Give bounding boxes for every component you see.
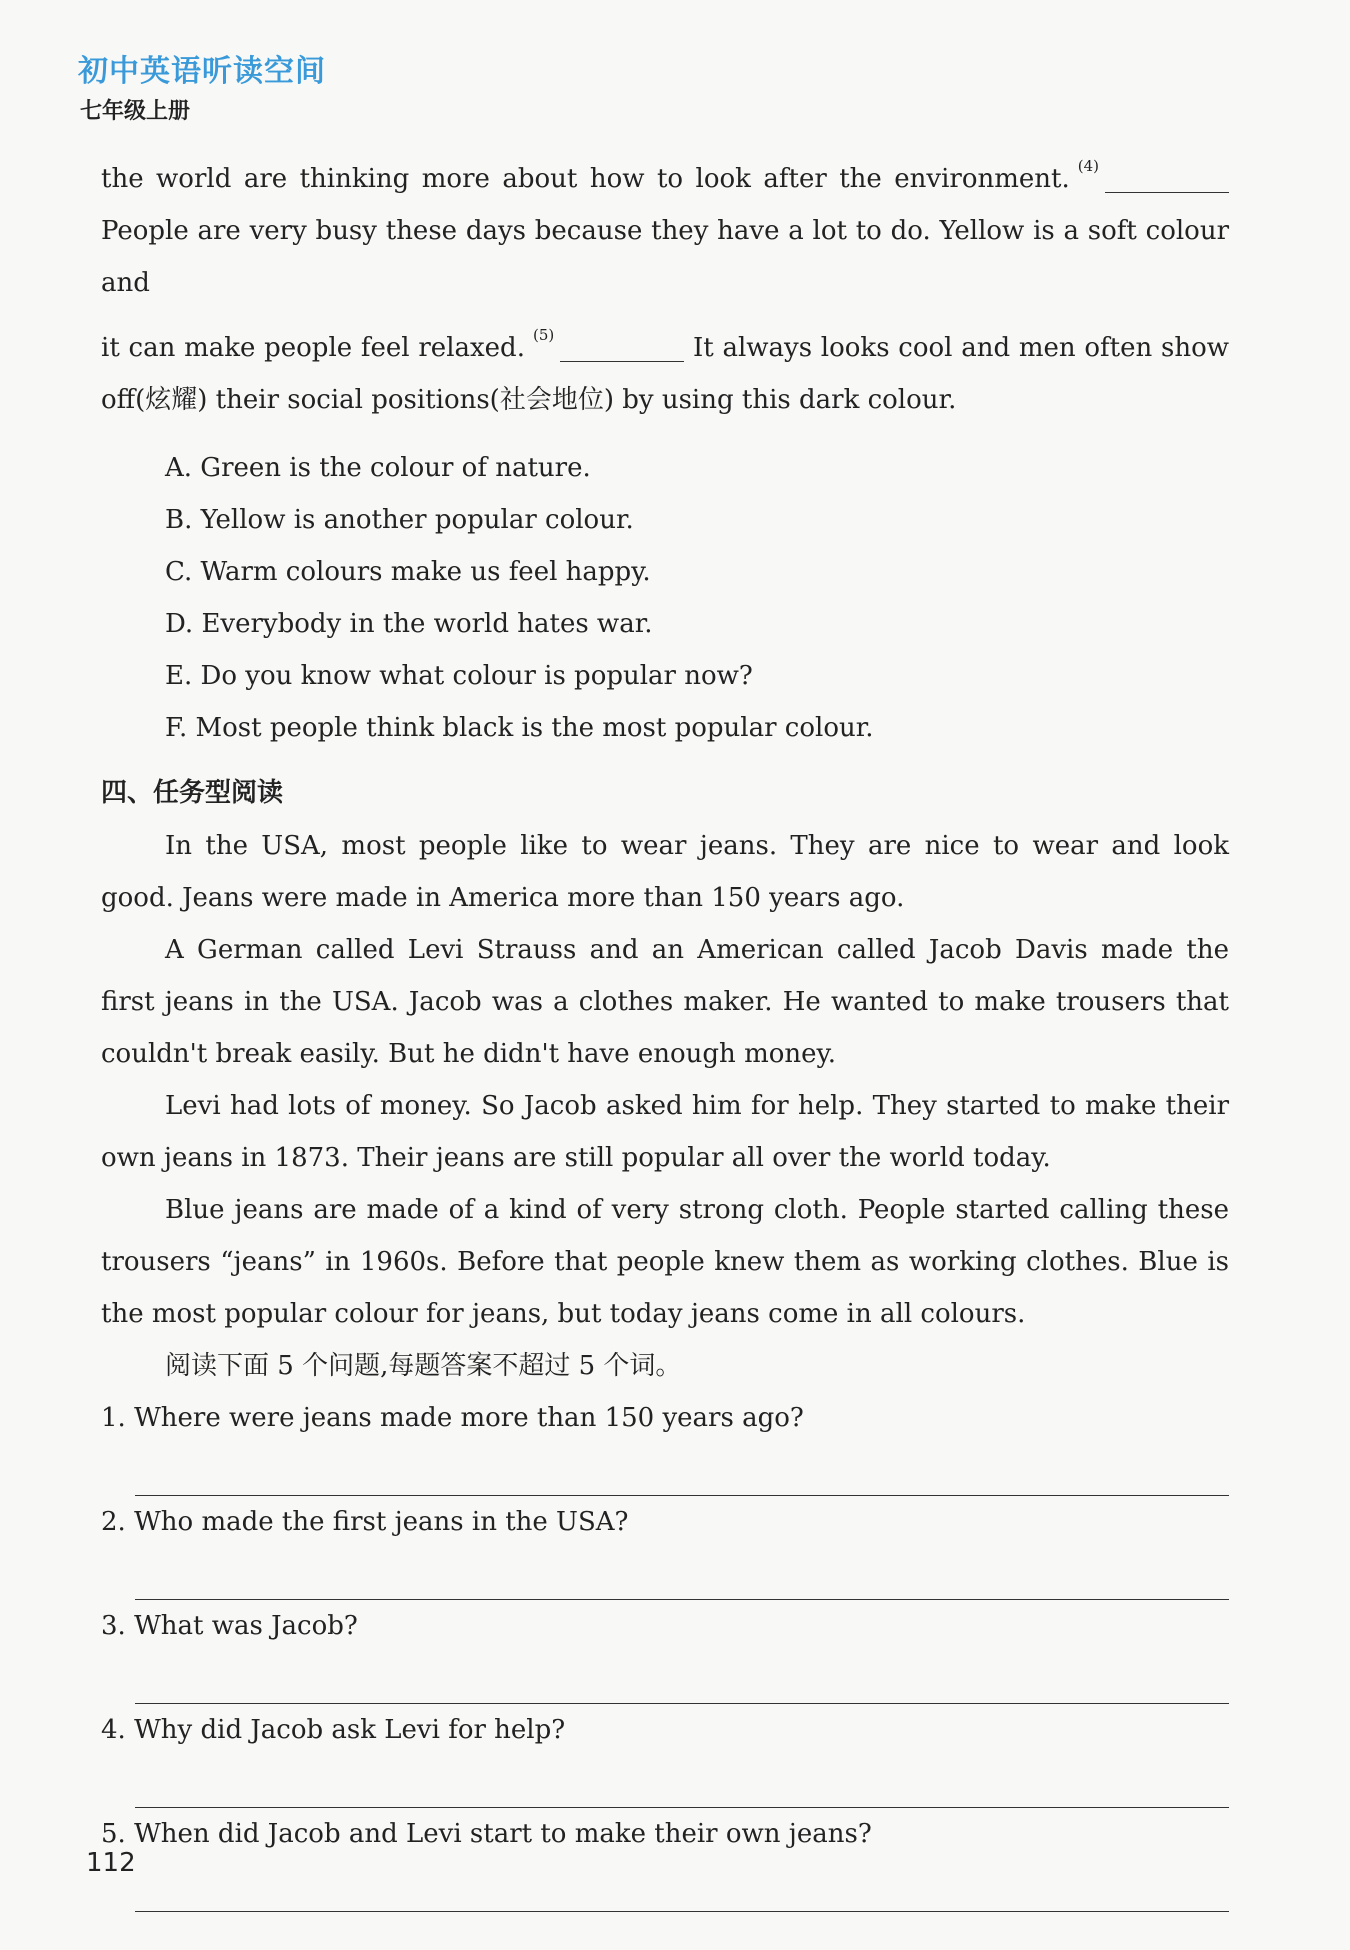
question-block-4 xyxy=(101,1704,1229,1808)
reading-paragraph-1: In the USA, most people like to wear jeans. They are nice to wear and look good. Jeans were made in America more than 150 years ago. xyxy=(101,831,1229,913)
passage-line-2: People are very busy these days because they have a lot to do. Yellow is a soft colour and xyxy=(101,216,1229,298)
passage-line-3-post: It always looks cool and men often show xyxy=(692,333,1230,363)
option-e: E. Do you know what colour is popular now? xyxy=(165,661,753,691)
answer-line-3[interactable] xyxy=(135,1664,1229,1704)
question-1: 1. Where were jeans made more than 150 years ago? xyxy=(101,1403,804,1433)
blank-4[interactable] xyxy=(1105,162,1229,193)
passage-line-1-text: the world are thinking more about how to look after the environment. xyxy=(101,164,1070,194)
passage-line-3-pre: it can make people feel relaxed. xyxy=(101,333,525,363)
option-f: F. Most people think black is the most popular colour. xyxy=(165,713,874,743)
option-a: A. Green is the colour of nature. xyxy=(165,453,591,483)
book-title: 初中英语听读空间 xyxy=(78,54,326,89)
answer-line-2[interactable] xyxy=(135,1560,1229,1600)
passage-line-1 xyxy=(101,140,1229,205)
reading-paragraph-2: A German called Levi Strauss and an American called Jacob Davis made the first jeans in the USA. Jacob was a clothes maker. He wanted to make trousers that couldn't break easily. But he didn't have enough money. xyxy=(101,935,1229,1069)
question-list xyxy=(101,1392,1229,1912)
passage-continuation xyxy=(101,140,1229,426)
task-instruction: 阅读下面 5 个问题,每题答案不超过 5 个词。 xyxy=(165,1351,682,1381)
answer-line-5[interactable] xyxy=(135,1872,1229,1912)
question-block-3 xyxy=(101,1600,1229,1704)
reading-paragraph-4: Blue jeans are made of a kind of very strong cloth. People started calling these trousers “jeans” in 1960s. Before that people knew them as working clothes. Blue is the most popular colour for jeans, but today jeans come in all colours. xyxy=(101,1195,1229,1329)
passage-line-3 xyxy=(101,309,1229,374)
option-c: C. Warm colours make us feel happy. xyxy=(165,557,651,587)
answer-line-1[interactable] xyxy=(135,1456,1229,1496)
question-block-5 xyxy=(101,1808,1229,1912)
option-d: D. Everybody in the world hates war. xyxy=(165,609,653,639)
reading-paragraph-3: Levi had lots of money. So Jacob asked him for help. They started to make their own jeans in 1873. Their jeans are still popular all over the world today. xyxy=(101,1091,1229,1173)
blank-5-label: (5) xyxy=(532,326,555,344)
book-subtitle: 七年级上册 xyxy=(80,99,191,124)
question-4: 4. Why did Jacob ask Levi for help? xyxy=(101,1715,566,1745)
question-block-1 xyxy=(101,1392,1229,1496)
passage-line-4: off(炫耀) their social positions(社会地位) by using this dark colour. xyxy=(101,385,957,415)
answer-line-4[interactable] xyxy=(135,1768,1229,1808)
blank-5[interactable] xyxy=(560,331,684,362)
page-content xyxy=(101,140,1229,1912)
question-3: 3. What was Jacob? xyxy=(101,1611,358,1641)
page-number: 112 xyxy=(86,1848,136,1878)
section-4-title: 四、任务型阅读 xyxy=(101,778,284,808)
question-5: 5. When did Jacob and Levi start to make their own jeans? xyxy=(101,1819,872,1849)
question-2: 2. Who made the first jeans in the USA? xyxy=(101,1507,629,1537)
answer-options xyxy=(165,442,1229,754)
question-block-2 xyxy=(101,1496,1229,1600)
option-b: B. Yellow is another popular colour. xyxy=(165,505,634,535)
blank-4-label: (4) xyxy=(1077,157,1099,175)
